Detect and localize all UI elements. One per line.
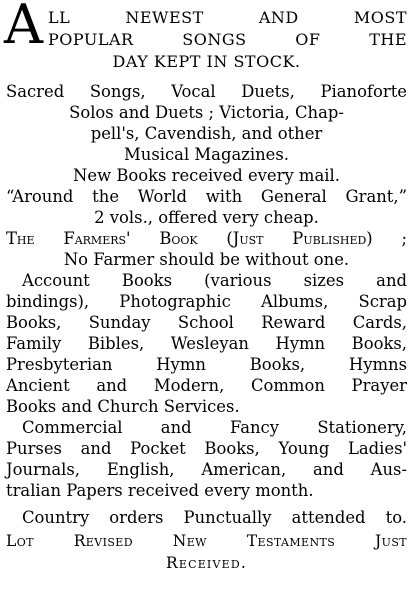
ad-line-ancient-modern: Ancient and Modern, Common Prayer bbox=[6, 376, 407, 395]
ad-line-purses: Purses and Pocket Books, Young Ladies' bbox=[6, 439, 407, 458]
ad-line-farmers-book: The Farmers' Book (Just Published) ; bbox=[6, 229, 407, 248]
ad-line-musical-magazines: Musical Magazines. bbox=[124, 145, 289, 164]
ad-line-chappells: pell's, Cavendish, and other bbox=[90, 124, 323, 143]
ad-line-sunday-school: Books, Sunday School Reward Cards, bbox=[6, 313, 407, 332]
ad-line-australian-papers: tralian Papers received every month. bbox=[6, 481, 314, 500]
ad-line-no-farmer: No Farmer should be without one. bbox=[63, 250, 350, 269]
ad-line-church-services: Books and Church Services. bbox=[6, 397, 240, 416]
ad-line-two-vols: 2 vols., offered very cheap. bbox=[94, 208, 319, 227]
ad-line-around-the-world: “Around the World with General Grant,” bbox=[6, 187, 407, 206]
ad-line-account-books: Account Books (various sizes and bbox=[22, 271, 407, 290]
ad-line-journals: Journals, English, American, and Aus- bbox=[6, 460, 407, 479]
ad-line-revised-testaments: Lot Revised New Testaments Just bbox=[6, 532, 407, 550]
ad-line-family-bibles: Family Bibles, Wesleyan Hymn Books, bbox=[6, 334, 407, 353]
header-line-1: LL NEWEST AND MOST bbox=[48, 8, 407, 27]
ad-line-sacred-songs: Sacred Songs, Vocal Duets, Pianoforte bbox=[6, 82, 407, 101]
ad-line-new-books: New Books received every mail. bbox=[73, 166, 340, 185]
ad-line-received: Received. bbox=[165, 554, 247, 572]
ad-line-commercial-stationery: Commercial and Fancy Stationery, bbox=[22, 418, 407, 437]
drop-cap: A bbox=[4, 0, 43, 56]
ad-line-bindings: bindings), Photographic Albums, Scrap bbox=[6, 292, 407, 311]
ad-line-solos-duets: Solos and Duets ; Victoria, Chap- bbox=[69, 103, 344, 122]
header-line-3: DAY KEPT IN STOCK. bbox=[112, 52, 301, 71]
ad-line-presbyterian: Presbyterian Hymn Books, Hymns bbox=[6, 355, 407, 374]
header-line-2: POPULAR SONGS OF THE bbox=[48, 30, 407, 49]
ad-line-country-orders: Country orders Punctually attended to. bbox=[22, 508, 407, 527]
